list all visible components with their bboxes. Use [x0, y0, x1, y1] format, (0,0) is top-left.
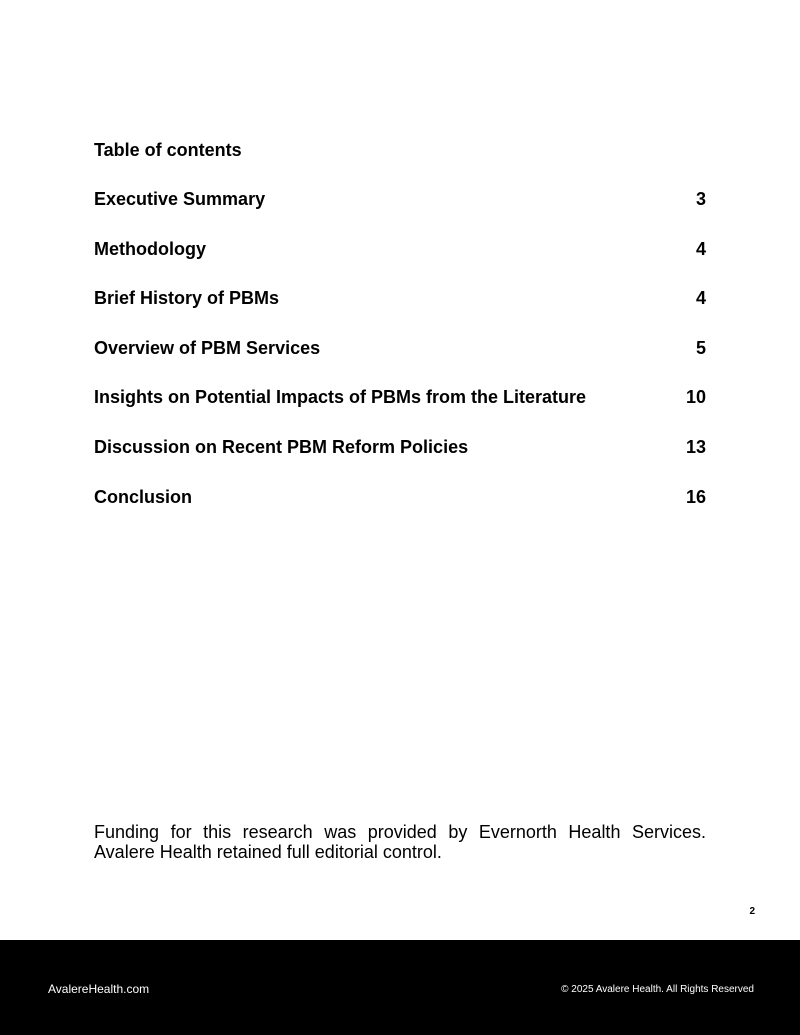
toc-entry-page: 16: [685, 486, 706, 507]
toc-entry-page: 4: [695, 238, 706, 259]
toc-entry-conclusion[interactable]: [94, 486, 706, 536]
toc-entry-label: Conclusion: [94, 486, 192, 507]
toc-entry-label: Methodology: [94, 238, 206, 259]
toc-heading: Table of contents: [94, 140, 242, 160]
toc-entry-overview-services[interactable]: [94, 337, 706, 387]
page-number: 2: [749, 906, 755, 917]
toc-entry-label: Brief History of PBMs: [94, 288, 280, 309]
toc-entry-page: 4: [695, 288, 706, 309]
toc-entry-label: Discussion on Recent PBM Reform Policies: [94, 436, 469, 457]
toc-entry-reform-policies[interactable]: [94, 436, 706, 486]
funding-note: Funding for this research was provided by Evernorth Health Services. Avalere Health retained full editorial control.: [94, 822, 706, 862]
toc-entry-page: 5: [695, 337, 706, 358]
toc-entry-label: Insights on Potential Impacts of PBMs from the Literature: [94, 387, 587, 408]
toc-entry-page: 13: [685, 436, 706, 457]
footer-site-link[interactable]: AvalereHealth.com: [48, 982, 150, 996]
toc-entry-brief-history[interactable]: [94, 287, 706, 337]
footer-copyright: © 2025 Avalere Health. All Rights Reserved: [561, 984, 754, 995]
toc-entry-page: 3: [695, 189, 706, 209]
table-of-contents: [94, 188, 706, 535]
toc-entry-insights[interactable]: [94, 386, 706, 436]
toc-entry-executive-summary[interactable]: [94, 188, 706, 238]
toc-entry-methodology[interactable]: [94, 238, 706, 288]
toc-entry-label: Overview of PBM Services: [94, 337, 321, 358]
toc-entry-page: 10: [685, 387, 706, 408]
page-footer: [0, 940, 800, 1035]
toc-entry-label: Executive Summary: [94, 189, 266, 209]
